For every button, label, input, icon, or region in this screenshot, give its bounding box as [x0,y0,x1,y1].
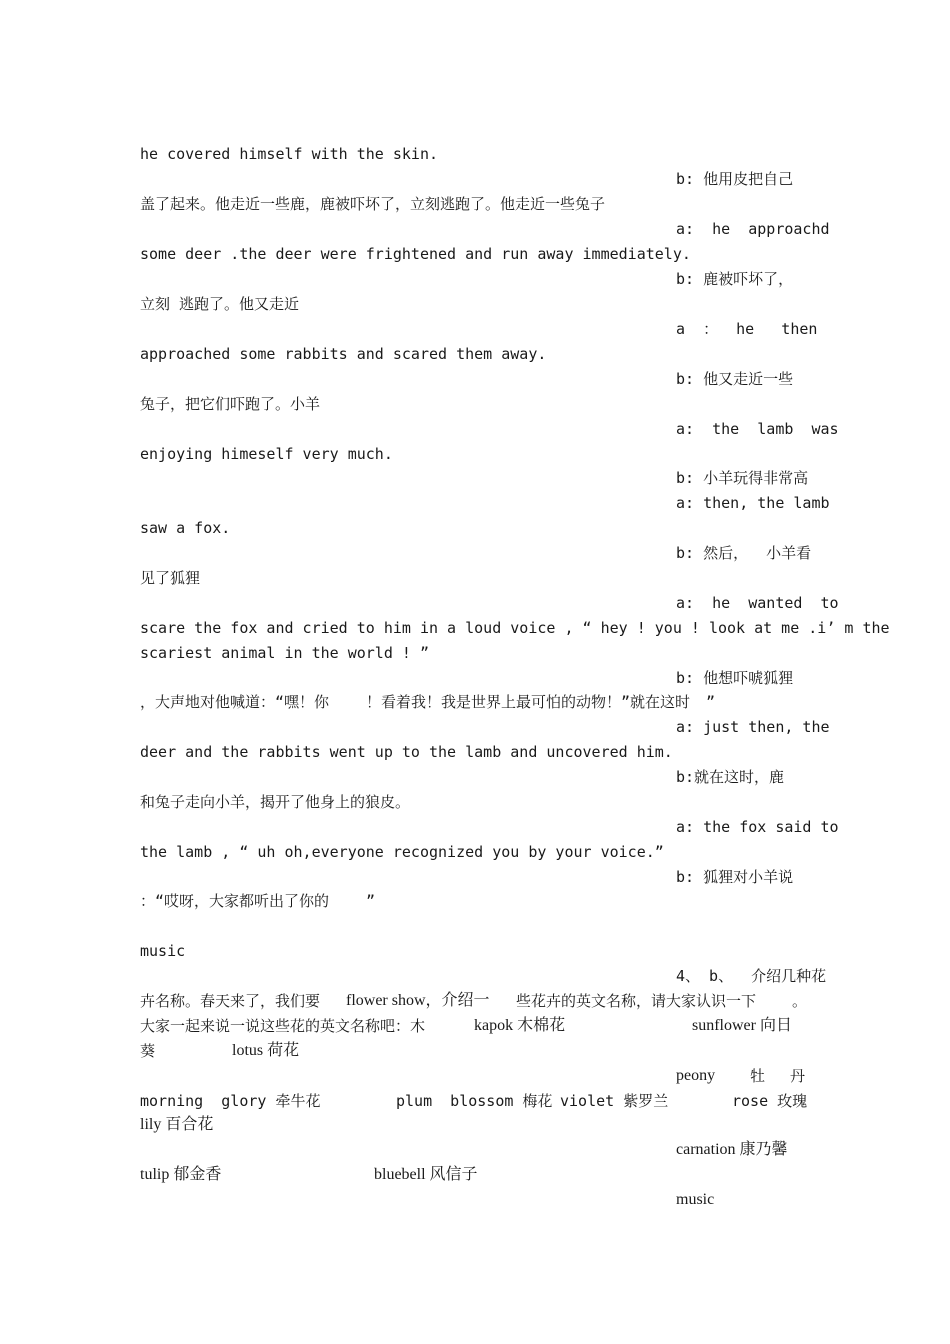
text-line: 。 [792,992,808,1010]
text-line: b: 他又走近一些 [676,370,794,388]
text-line: a ： he then [676,320,818,338]
text-line: a: then, the lamb [676,494,830,512]
text-line: bluebell 风信子 [374,1166,478,1183]
text-line: 见了狐狸 [140,569,201,587]
text-line: flower show，介绍一 [346,992,490,1009]
text-line: lotus 荷花 [232,1042,300,1059]
text-line: b: 他想吓唬狐狸 [676,669,794,687]
text-line: ” [366,892,376,910]
text-line: tulip 郁金香 [140,1166,222,1183]
text-line: 卉名称。春天来了，我们要 [140,992,321,1010]
text-line: 4、 b、 介绍几种花 [676,967,827,985]
text-line: deer and the rabbits went up to the lamb and uncovered him. [140,743,673,761]
text-line: ” [706,693,716,711]
text-line: 和兔子走向小羊，揭开了他身上的狼皮。 [140,793,411,811]
text-line: 葵 [140,1042,156,1060]
text-line: 盖了起来。他走近一些鹿，鹿被吓坏了，立刻逃跑了。他走近一些兔子 [140,195,606,213]
text-line: music [676,1191,715,1208]
text-line: music [140,942,186,960]
text-line: peony [676,1067,716,1084]
text-line: a: he wanted to [676,594,839,612]
text-line: b: 他用皮把自己 [676,170,794,188]
text-line: b: 小羊玩得非常高 [676,469,809,487]
text-line: rose 玫瑰 [732,1092,808,1110]
text-line: ，大声地对他喊道：“嘿！你 [140,693,330,711]
text-line: b: 然后， 小羊看 [676,544,812,562]
text-line: violet 紫罗兰 [560,1092,669,1110]
text-line: b: 狐狸对小羊说 [676,868,794,886]
text-line: the lamb , “ uh oh,everyone recognized you by your voice.” [140,843,664,861]
text-line: some deer .the deer were frightened and run away immediately. [140,245,691,263]
text-line: 大家一起来说一说这些花的英文名称吧：木 [140,1017,426,1035]
text-line: scariest animal in the world ! ” [140,644,429,662]
text-line: a: just then, the [676,718,830,736]
text-line: approached some rabbits and scared them away. [140,345,547,363]
text-line: 兔子，把它们吓跑了。小羊 [140,395,321,413]
text-line: scare the fox and cried to him in a loud voice , “ hey ! you ! look at me .i’ m the [140,619,890,637]
text-line: 些花卉的英文名称，请大家认识一下 [516,992,757,1010]
text-line: b:就在这时，鹿 [676,768,785,786]
text-line: kapok 木棉花 [474,1017,566,1034]
text-line: a: the lamb was [676,420,839,438]
text-line: 牡 [750,1067,766,1085]
text-line: a: he approachd [676,220,830,238]
text-line: ：“哎呀，大家都听出了你的 [140,892,330,910]
text-line: sunflower 向日 [692,1017,792,1034]
text-line: carnation 康乃馨 [676,1141,788,1158]
text-line: b: 鹿被吓坏了， [676,270,794,288]
text-line: plum blossom 梅花 [396,1092,553,1110]
text-line: ！看着我！我是世界上最可怕的动物！”就在这时 [366,693,691,711]
text-line: a: the fox said to [676,818,839,836]
text-line: saw a fox. [140,519,231,537]
text-line: lily 百合花 [140,1116,214,1133]
text-line: 丹 [790,1067,806,1085]
text-line: he covered himself with the skin. [140,145,439,163]
text-line: 立刻 逃跑了。他又走近 [140,295,300,313]
text-line: morning glory 牵牛花 [140,1092,321,1110]
text-line: enjoying himeself very much. [140,445,393,463]
